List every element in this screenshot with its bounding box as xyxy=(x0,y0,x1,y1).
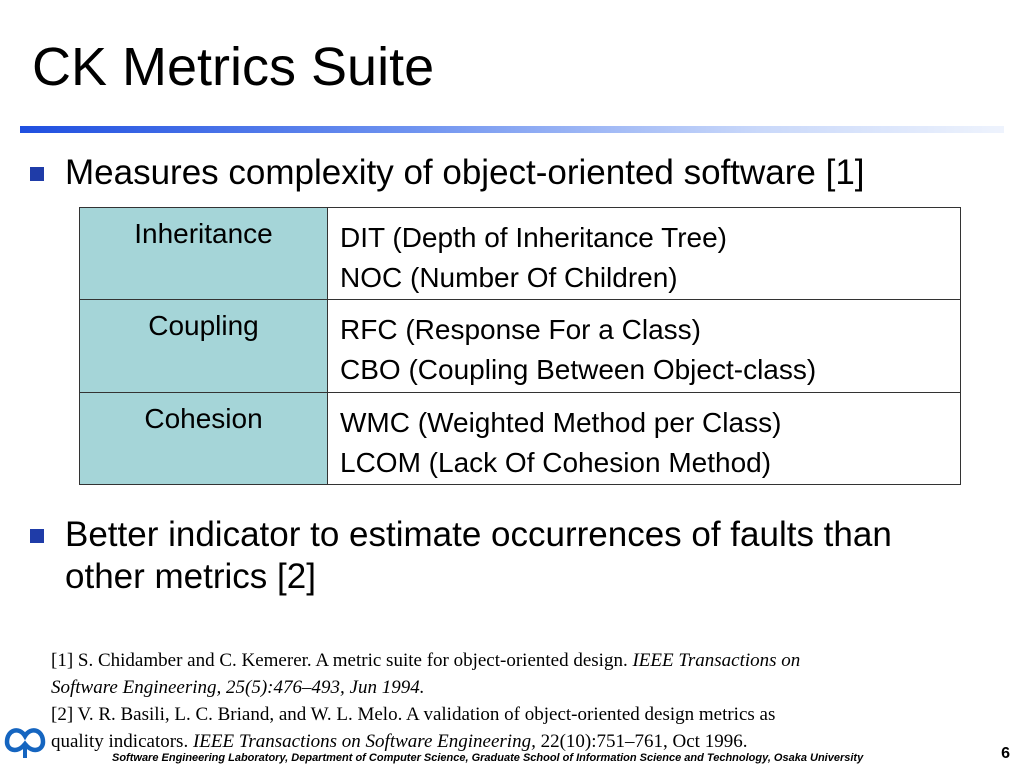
bullet-item xyxy=(30,152,990,194)
metric-line: DIT (Depth of Inheritance Tree) xyxy=(340,222,727,253)
bullet-item xyxy=(30,514,990,604)
reference-journal: Software Engineering, 25(5):476–493, Jun 1994. xyxy=(51,677,425,698)
square-bullet-icon xyxy=(30,529,44,543)
table-row xyxy=(80,208,961,300)
reference-journal: IEEE Transactions on Software Engineering, xyxy=(192,731,536,752)
bullet-text: Measures complexity of object-oriented software [1] xyxy=(65,153,865,192)
slide-title: CK Metrics Suite xyxy=(32,37,435,97)
metrics-table xyxy=(79,207,961,485)
metric-line: CBO (Coupling Between Object-class) xyxy=(340,354,817,386)
square-bullet-icon xyxy=(30,167,44,181)
bullet-text: Better indicator to estimate occurrences of faults than other metrics [2] xyxy=(65,515,892,596)
university-logo-icon xyxy=(3,724,47,760)
page-number: 6 xyxy=(1001,745,1010,762)
metric-line: WMC (Weighted Method per Class) xyxy=(340,406,782,438)
metrics-cell xyxy=(328,392,961,484)
title-underline xyxy=(20,126,1004,133)
reference-1-line-2 xyxy=(51,674,981,701)
metric-line: NOC (Number Of Children) xyxy=(340,262,678,293)
category-cell: Coupling xyxy=(80,300,328,392)
reference-text: [1] S. Chidamber and C. Kemerer. A metric suite for object-oriented design. xyxy=(51,650,633,671)
metric-line: LCOM (Lack Of Cohesion Method) xyxy=(340,446,772,478)
references xyxy=(51,647,981,755)
reference-text: quality indicators. xyxy=(51,731,193,752)
metrics-cell xyxy=(328,300,961,392)
category-cell: Cohesion xyxy=(80,392,328,484)
reference-text: 22(10):751–761, Oct 1996. xyxy=(535,731,748,752)
metrics-cell xyxy=(328,208,961,300)
category-cell: Inheritance xyxy=(80,208,328,300)
footer-text: Software Engineering Laboratory, Department of Computer Science, Graduate School of Information Science and Technology, Osaka University xyxy=(112,752,864,764)
table-row xyxy=(80,392,961,484)
reference-1-line-1 xyxy=(51,647,981,674)
reference-journal: IEEE Transactions on xyxy=(632,650,801,671)
table-row xyxy=(80,300,961,392)
reference-text: [2] V. R. Basili, L. C. Briand, and W. L. Melo. A validation of object-oriented design metrics as xyxy=(51,704,776,725)
reference-2-line-1 xyxy=(51,701,981,728)
reference-2-line-2 xyxy=(51,728,981,755)
metric-line: RFC (Response For a Class) xyxy=(340,314,701,346)
